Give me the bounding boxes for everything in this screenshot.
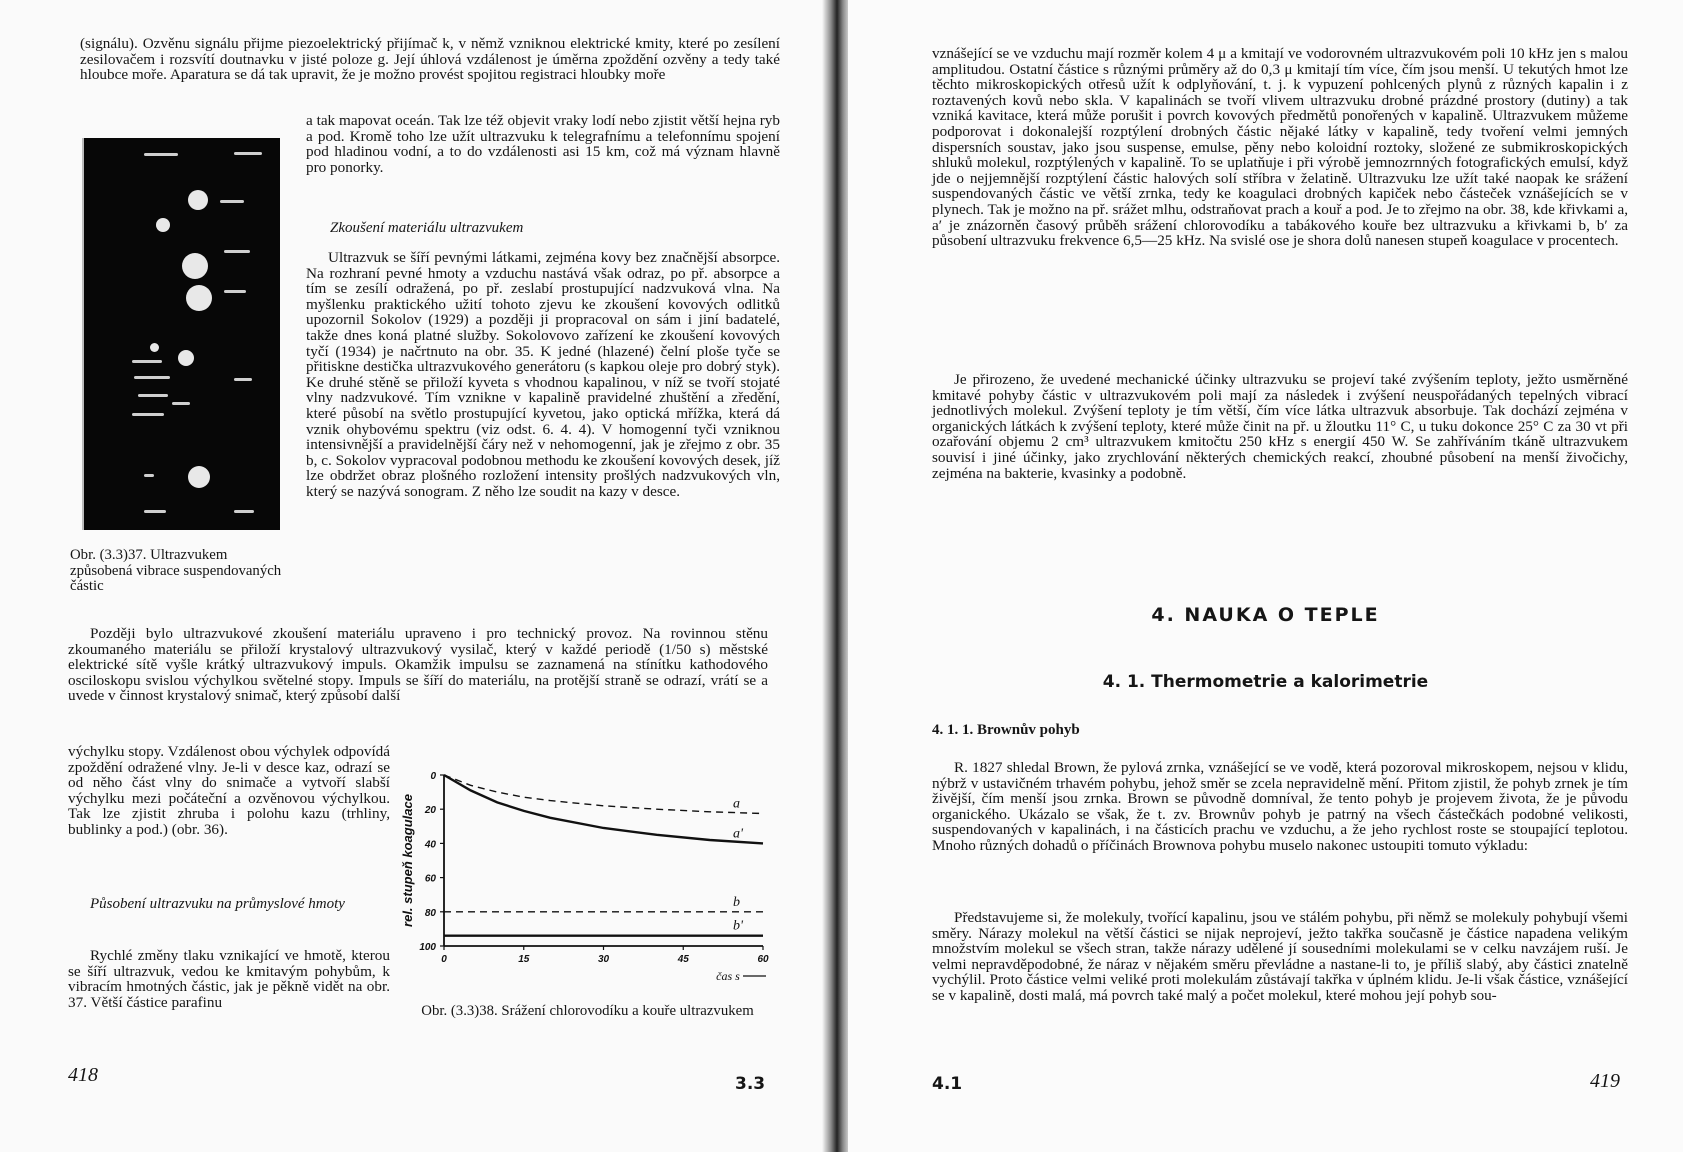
figure-37-photo	[82, 138, 280, 530]
chart-y-tick-label: 20	[424, 805, 436, 817]
chart-y-tick-label: 80	[424, 907, 436, 919]
heading-industrial-effect: Působení ultrazvuku na průmyslové hmoty	[90, 896, 345, 912]
chart-series-line-a-prime	[444, 775, 763, 843]
paragraph-later-testing: Později bylo ultrazvukové zkoušení materiálu upraveno i pro technický provoz. Na rovinnou stěnu zkoumaného materiálu se přiloží krystalový ultrazvukový vysilač, který v každé periodě (1/50 s) městské elektrické sítě vyšle krátký ultrazvukový impuls. Okamžik impulsu se zaznamená na stínítku kathodového osciloskopu svislou výchylkou světelné stopy. Impuls se šíří do materiálu, na protější straně se odrazí, vrátí se a uvede v činnost krystalový snimač, který způsobí další	[68, 625, 768, 705]
chart-x-tick-label: 30	[597, 954, 610, 965]
paragraph-later-testing-continued: výchylku stopy. Vzdálenost obou výchylek odpovídá zpoždění odražené vlny. Je-li v desce kaz, odrazí se od něho část vlny do snimače a vytvoří slabší výchylku mezi počáteční a ozvěnovou výchylkou. Tak lze zjistit zhruba i polohu kazu (trhliny, bublinky a pod.) (obr. 36).	[68, 743, 390, 838]
paragraph-brown-discovery: R. 1827 shledal Brown, že pylová zrnka, vznášející se ve vodě, která pozoroval mikroskopem, nejsou v klidu, nýbrž v ustavičném trhavém pohybu, jehož směr se zcela nepravidelně mění. Přitom zjistil, že pohyb zrnek je tím živější, čím menší jsou zrnka. Brown se původně domníval, že tento pohyb je projevem života, že je původu organického. Ukázalo se však, že t. zv. Brownův pohyb je patrný na všech částečkách podobné velikosti, suspendovaných v kapalinách, i na částicích prachu ve vzduchu, a že jeho rychlost roste se stoupající teplotou. Mnoho různých dohadů o příčinách Brownova pohybu muselo nakonec ustoupiti tomuto výkladu:	[932, 759, 1628, 854]
section-heading: 4. 1. Thermometrie a kalorimetrie	[1102, 672, 1429, 692]
chart-x-tick-label: 60	[757, 954, 769, 965]
right-section-marker: 4.1	[932, 1074, 963, 1094]
chart-series-label: b	[733, 894, 740, 910]
subsection-heading: 4. 1. 1. Brownův pohyb	[932, 722, 1080, 738]
paragraph-molecular-explanation: Představujeme si, že molekuly, tvořící kapalinu, jsou ve stálém pohybu, při němž se molekuly pohybují všemi směry. Nárazy molekul na větší částici se nijak neprojeví, ježto takřka současně je částice napadena velikým množstvím molekul se všech stran, takže nárazy udělené jí sousedními molekulami se v celku navzájem ruší. Je velmi nepravděpodobné, že náraz v nějakém směru převládne a nastane-li to, je příliš slabý, aby částici znatelně vychýlil. Proto částice velmi veliké proti molekulám zůstávají takřka v úplném klidu. Je-li však částice, vznášející se v kapalině, dosti malá, má povrch také malý a počet molekul, které mohou její pohyb sou-	[932, 909, 1628, 1004]
paragraph-temperature-effect: Je přirozeno, že uvedené mechanické účinky ultrazvuku se projeví také zvýšením teploty, ježto usměrněné kmitavé pohyby částic v ultrazvukovém poli mají za následek i zvýšení neuspořádaných tepelných vibrací jednotlivých molekul. Zvýšení teploty je tím větší, čím více látka ultrazvuk absorbuje. Tak dochází zejména v organických látkách k zvýšení teploty, které může činit na př. u žloutku 11° C, u tuku dokonce 25° C za 30 vt při ozařování objemu 2 cm³ ultrazvukem kmitočtu 250 kHz s energií 450 W. Se zahříváním tkáně ultrazvukem souvisí i jiné účinky, jako zrychlování některých chemických reakcí, zhoubné působení na menší živočichy, zejména na bakterie, kvasinky a podobně.	[932, 371, 1628, 482]
chart-y-tick-label: 0	[430, 771, 436, 782]
chart-x-tick-label: 15	[518, 954, 530, 965]
figure-38-chart	[398, 760, 778, 980]
figure-38-caption: Obr. (3.3)38. Srážení chlorovodíku a kouře ultrazvukem	[421, 1003, 754, 1019]
chart-y-tick-label: 100	[419, 942, 436, 953]
figure-37-caption: Obr. (3.3)37. Ultrazvukem způsobená vibrace suspendovaných částic	[70, 547, 282, 594]
heading-material-testing: Zkoušení materiálu ultrazvukem	[330, 220, 524, 236]
chart-y-axis-label: rel. stupeň koagulace	[400, 794, 415, 927]
left-page-number: 418	[68, 1064, 98, 1086]
right-page-number: 419	[1590, 1070, 1620, 1092]
chapter-heading: 4. NAUKA O TEPLE	[1151, 604, 1380, 626]
left-section-marker: 3.3	[735, 1074, 766, 1094]
paragraph-industrial-effect: Rychlé změny tlaku vznikající ve hmotě, kterou se šíří ultrazvuk, vedou ke kmitavým pohybům, k vibracím hmotných částic, jak je pěkně vidět na obr. 37. Větší částice parafinu	[68, 947, 390, 1011]
chart-series-line-a	[444, 775, 763, 814]
chart-y-tick-label: 40	[424, 839, 436, 851]
paragraph-echo-sounder: (signálu). Ozvěnu signálu přijme piezoelektrický přijímač k, v němž vzniknou elektrické kmity, které po zesílení zesilovačem i rozsvítí doutnavku v jisté poloze g. Její úhlová vzdálenost je úměrna zpoždění ozvěny a tedy také hloubce moře. Aparatura se dá tak upravit, že je možno provést spojitou registraci hloubky moře	[80, 35, 780, 84]
chart-x-tick-label: 45	[677, 954, 689, 965]
paragraph-echo-sounder-continued: a tak mapovat oceán. Tak lze též objevit vraky lodí nebo zjistit větší hejna ryb a pod. Kromě toho lze užít ultrazvuku k telegrafnímu a telefonnímu spojení pod hladinou vodní, a to do vzdálenosti asi 15 km, což má význam hlavně pro ponorky.	[306, 112, 780, 176]
chart-y-tick-label: 60	[424, 873, 436, 885]
chart-series-label: a'	[733, 826, 743, 842]
paragraph-ultrasound-particles: vznášející se ve vzduchu mají rozměr kolem 4 μ a kmitají ve vodorovném ultrazvukovém poli 10 kHz jen s malou amplitudou. Ostatní částice s různými průměry až do 0,3 μ kmitají tím více, čím jsou menší. U tekutých hmot lze těchto mikroskopických otřesů užít k odplyňování, t. j. k vypuzení pohlcených plynů z různých kapalin i z roztavených kovů nebo skla. V kapalinách se tvoří vlivem ultrazvuku drobné prázdné prostory (dutiny) a tak vzniká kavitace, která může porušit i povrch kovových předmětů ponořených v kapalině. Ultrazvukem můžeme podporovat i dokonalejší rozptýlení drobných částic nějaké látky v kapalině, tedy tvoření velmi jemných dispersních soustav, jako jsou suspense, emulse, pěny nebo koloidní roztoky, složené ze submikroskopických shluků molekul, rozptýlených v kapalině. To se uplatňuje i při výrobě jemnozrnných fotografických emulsí, když jde o nejjemnější rozptýlení částic halových solí stříbra v želatině. Ultrazvuku lze užít také naopak ke srážení suspendovaných částic ve větší zrnka, tedy ke koagulaci drobných kapiček nebo částeček vznášejících se v plynech. Tak je možno na př. srážet mlhu, odstraňovat prach a kouř a pod. Je to zřejmo na obr. 38, kde křivkami a, a′ je znázorněn časový průběh srážení chlorovodíku a tabákového kouře bez ultrazvuku a křivkami b, b′ za působení ultrazvuku frekvence 6,5—25 kHz. Na svislé ose je shora dolů nanesen stupeň koagulace v procentech.	[932, 45, 1628, 250]
chart-series-label: a	[733, 796, 740, 812]
paragraph-material-testing: Ultrazvuk se šíří pevnými látkami, zejména kovy bez značnější absorpce. Na rozhraní pevné hmoty a vzduchu nastává však odraz, po př. absorpce a tím se zesílí odražená, po př. zeslabí prostupující nadzvuková vlna. Na myšlenku praktického užití tohoto zjevu ke zkoušení kovových odlitků upozornil Sokolov (1929) a později ji propracoval on sám i jiní badatelé, takže dnes koná platné služby. Sokolovovo zařízení ke zkoušení kovových tyčí (1934) je načrtnuto na obr. 35. K jedné (hlazené) čelní ploše tyče se přitiskne destička ultrazvukového generátoru (s kapkou oleje pro dobrý styk). Ke druhé stěně se přiloží kyveta s vhodnou kapalinou, v níž se tvoří stojaté vlny nadzvukové. Tím vznikne v kapalině pravidelné zhuštění a zředění, které působí na světlo prostupující kyvetou, jako optická mřížka, která dá vznik ohybovému spektru (viz odst. 6. 4. 4). V homogenní tyči vzniknou intensivnější a pravidelnější čáry než v nehomogenní, jak je zřejmo z obr. 35 b, c. Sokolov vypracoval podobnou methodu ke zkoušení kovových desek, jíž lze obdržet obraz plošného rozložení intensity prošlých nadzvukových vln, který se nazývá sonogram. Z něho lze soudit na kazy v desce.	[306, 249, 780, 500]
chart-x-axis-label: čas s	[716, 969, 740, 980]
chart-series-label: b'	[733, 918, 743, 934]
chart-x-tick-label: 0	[441, 954, 447, 965]
